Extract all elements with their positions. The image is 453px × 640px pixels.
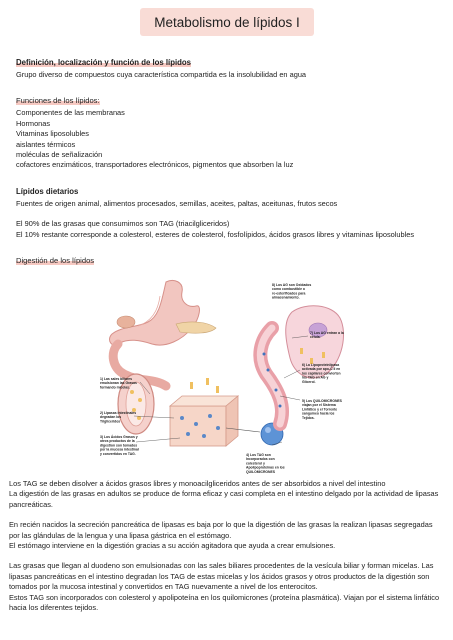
figure-label-5: [302, 399, 343, 420]
figure-label-line: 5) Los QUILOMICRONES: [302, 399, 342, 403]
function-item: cofactores enzimáticos, transportadores electrónicos, pigmentos que absorben la luz: [16, 160, 294, 170]
figure-label-line: almacenamiento.: [272, 295, 300, 300]
figure-label-line: colesterol y: [246, 461, 265, 466]
paragraph: En recién nacidos la secreción pancreática de lipasas es baja por lo que la digestión de las grasas la realizan lipasas segregadas por las glándulas de la lengua y una lipasa gástrica en el estómago.: [9, 520, 433, 540]
figure-label-3: [100, 434, 139, 456]
figure-label-line: QUILOMICRONES: [246, 469, 276, 474]
figure-label-line: 1) Las sales biliares: [100, 377, 133, 381]
figure-label-line: por la mucosa intestinal: [100, 447, 139, 452]
function-item: moléculas de señalización: [16, 150, 103, 160]
figure-label-4: [246, 453, 285, 474]
figure-label-line: y convertidos en TAG.: [100, 451, 136, 456]
figure-label-line: Apolipoproteinas en los: [246, 465, 285, 470]
section-heading-definition: Definición, localización y función de los lípidos: [16, 58, 192, 67]
function-item: aislantes térmicos: [16, 139, 76, 149]
dietary-sources: Fuentes de origen animal, alimentos procesados, semillas, aceites, paltas, aceitunas, frutos secos: [16, 198, 338, 208]
figure-label-line: 3) Los Ácidos Grasos y: [100, 435, 138, 439]
figure-label-line: los capilares convierten: [302, 371, 341, 376]
figure-label-line: formando micelas.: [100, 385, 130, 390]
paragraph: El estómago interviene en la digestión gracias a su acción agitadora que ayuda a crear emulsiones.: [9, 541, 336, 551]
digestion-figure: [96, 278, 366, 474]
mucosa-block: [170, 406, 226, 446]
figure-label-line: Glicerol.: [302, 379, 316, 384]
figure-label-line: sanguíneo hacia los: [302, 411, 335, 416]
figure-label-line: 6) La Lipoproteinlipasa: [302, 363, 340, 367]
section-heading-dietary: Lípidos dietarios: [16, 186, 79, 196]
definition-text: Grupo diverso de compuestos cuya característica compartida es la insolubilidad en agua: [16, 70, 307, 79]
figure-label-line: Incorporados con: [246, 457, 275, 462]
figure-label-line: Trigliceridos: [100, 419, 121, 424]
figure-label-line: re-esterificados para: [272, 291, 306, 296]
figure-label-line: como combustible o: [272, 287, 305, 292]
page-title: Metabolismo de lípidos I: [154, 14, 300, 30]
figure-label-line: 8) Los AG son Oxidados: [272, 283, 312, 287]
figure-label-line: viajan por el Sistema: [302, 403, 336, 408]
function-item: Vitaminas liposolubles: [16, 129, 89, 139]
section-heading-digestion: Digestión de los lípidos: [16, 256, 95, 266]
pancreas-shape: [176, 322, 216, 333]
dietary-tag-percent: El 90% de las grasas que consumimos son TAG (triacilgliceridos): [16, 219, 230, 229]
figure-label-line: activada por apo-C II en: [302, 367, 341, 372]
function-item: Componentes de las membranas: [16, 108, 125, 118]
dietary-rest-percent: El 10% restante corresponde a colesterol, esteres de colesterol, fosfolípidos, ácidos grasos libres y vitaminas liposolubles: [16, 229, 415, 239]
figure-label-line: 2) Lipasas intestinales: [100, 411, 137, 415]
content-lower: [9, 479, 441, 613]
figure-label-line: Linfático y el Torrente: [302, 407, 338, 412]
figure-label-line: 4) Los TAG son: [246, 453, 271, 457]
paragraph: La digestión de las grasas en adultos se produce de forma eficaz y casi completa en el intestino delgado por la actividad de lipasas pancreáticas.: [9, 489, 439, 509]
figure-label-6: [302, 363, 341, 384]
paragraph: Las grasas que llegan al duodeno son emulsionadas con las sales biliares procedentes de la vesícula biliar y forman micelas. Las lipasas pancreáticas en el intestino degradan los TAG de estas micelas y los ácidos grasos y otros productos de la digestión son tomados por la mucosa intestinal y convertidos en TAG nuevamente a nivel de los enterocitos.: [9, 561, 434, 592]
figure-label-line: los TAG en AG y: [302, 375, 329, 380]
paragraph: Los TAG se deben disolver a ácidos grasos libres y monoacilgliceridos antes de ser absorbidos a nivel del intestino: [9, 479, 386, 488]
figure-label-line: emulsionan las Grasas: [100, 381, 137, 386]
content-upper: [16, 52, 441, 268]
digestion-illustration: [96, 278, 366, 474]
figure-label-8: [272, 283, 311, 300]
figure-label-line: 7) Los AG entran a la: [310, 331, 344, 335]
section-heading-functions: Funciones de los lípidos:: [16, 96, 100, 106]
figure-label-line: otros productos de la: [100, 439, 135, 444]
paragraph: Estos TAG son incorporados con colesterol y apolipoteína en los quilomicrones (proteína plasmática). Viajan por el sistema linfático hacia los diferentes tejidos.: [9, 592, 440, 613]
function-item: Hormonas: [16, 118, 51, 128]
figure-label-line: digestion son tomados: [100, 443, 138, 448]
figure-label-line: célula.: [310, 335, 321, 340]
figure-label-line: degradan los: [100, 415, 122, 420]
gallbladder-shape: [117, 316, 135, 328]
figure-label-line: Tejidos.: [302, 415, 315, 420]
title-banner: [140, 8, 314, 36]
